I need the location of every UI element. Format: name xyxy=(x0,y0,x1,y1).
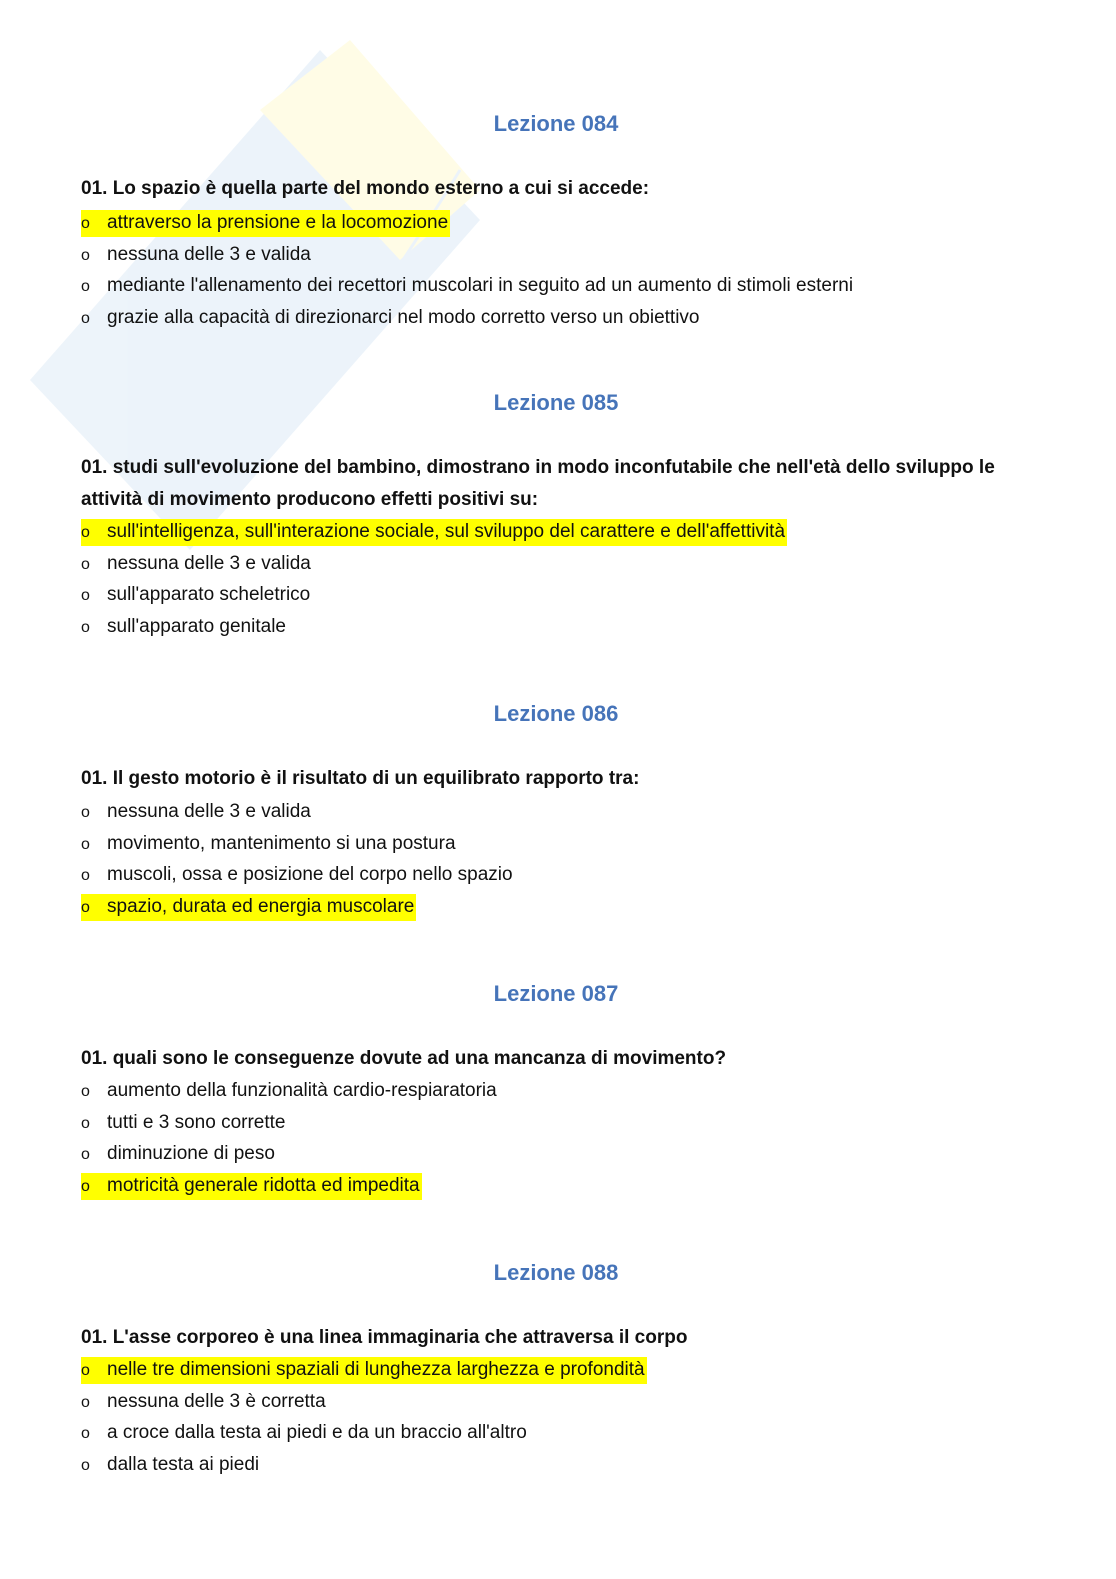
question-text: 01. quali sono le conseguenze dovute ad una mancanza di movimento? xyxy=(81,1048,727,1069)
answer-text: spazio, durata ed energia muscolare xyxy=(107,895,415,917)
answer-text: diminuzione di peso xyxy=(107,1143,275,1164)
answer-option xyxy=(81,207,1041,239)
radio-bullet-icon: o xyxy=(81,1083,90,1100)
answer-options xyxy=(81,1354,1041,1480)
radio-bullet-icon: o xyxy=(81,1456,90,1474)
lesson-title: Lezione 085 xyxy=(493,390,619,415)
question-text: 01. L'asse corporeo è una linea immaginaria che attraversa il corpo xyxy=(81,1327,688,1348)
answer-text: sull'apparato scheletrico xyxy=(107,584,311,605)
lesson-title: Lezione 084 xyxy=(493,111,619,136)
answer-text: sull'apparato genitale xyxy=(107,615,286,637)
answer-text: mediante l'allenamento dei recettori muscolari in seguito ad un aumento di stimoli esterni xyxy=(107,275,854,296)
answer-option xyxy=(81,1449,1041,1481)
answer-option xyxy=(81,270,1041,302)
radio-bullet-icon: o xyxy=(81,618,90,636)
answer-option xyxy=(81,516,1041,548)
answer-text: tutti e 3 sono corrette xyxy=(107,1111,286,1133)
answer-option xyxy=(81,828,1041,860)
radio-bullet-icon: o xyxy=(81,587,90,604)
lesson-title: Lezione 087 xyxy=(493,981,619,1006)
answer-text: movimento, mantenimento si una postura xyxy=(107,832,456,854)
answer-text: dalla testa ai piedi xyxy=(107,1453,260,1475)
radio-bullet-icon: o xyxy=(81,804,90,821)
answer-option xyxy=(81,302,1041,334)
answer-option xyxy=(81,611,1041,643)
radio-bullet-icon: o xyxy=(81,555,90,573)
answer-text: nessuna delle 3 è corretta xyxy=(107,1390,326,1412)
answer-option xyxy=(81,859,1041,891)
question-text: 01. Il gesto motorio è il risultato di un equilibrato rapporto tra: xyxy=(81,768,640,789)
answer-text: muscoli, ossa e posizione del corpo nello spazio xyxy=(107,864,513,885)
radio-bullet-icon: o xyxy=(81,215,90,232)
answer-text: motricità generale ridotta ed impedita xyxy=(107,1174,420,1196)
radio-bullet-icon: o xyxy=(81,524,90,541)
answer-options xyxy=(81,516,1041,642)
answer-option xyxy=(81,891,1041,923)
radio-bullet-icon: o xyxy=(81,246,90,264)
answer-option xyxy=(81,1075,1041,1107)
answer-options xyxy=(81,796,1041,922)
question-text: 01. studi sull'evoluzione del bambino, dimostrano in modo inconfutabile che nell'età dello sviluppo le attività di movimento producono effetti positivi su: xyxy=(81,457,995,510)
radio-bullet-icon: o xyxy=(81,1177,90,1195)
lesson-title: Lezione 086 xyxy=(493,701,619,726)
answer-option xyxy=(81,1354,1041,1386)
answer-option xyxy=(81,1138,1041,1170)
answer-option xyxy=(81,1107,1041,1139)
radio-bullet-icon: o xyxy=(81,1114,90,1132)
answer-option xyxy=(81,548,1041,580)
answer-text: grazie alla capacità di direzionarci nel modo corretto verso un obiettivo xyxy=(107,306,700,328)
radio-bullet-icon: o xyxy=(81,1393,90,1411)
answer-text: nessuna delle 3 e valida xyxy=(107,801,311,822)
question-text: 01. Lo spazio è quella parte del mondo esterno a cui si accede: xyxy=(81,178,650,199)
answer-text: nessuna delle 3 e valida xyxy=(107,552,311,574)
answer-option xyxy=(81,1417,1041,1449)
answer-text: aumento della funzionalità cardio-respiaratoria xyxy=(107,1080,497,1101)
answer-option xyxy=(81,796,1041,828)
lesson-title: Lezione 088 xyxy=(493,1260,619,1285)
answer-text: attraverso la prensione e la locomozione xyxy=(107,212,449,233)
answer-option xyxy=(81,1170,1041,1202)
radio-bullet-icon: o xyxy=(81,309,90,327)
radio-bullet-icon: o xyxy=(81,1146,90,1163)
radio-bullet-icon: o xyxy=(81,835,90,853)
answer-option xyxy=(81,1386,1041,1418)
radio-bullet-icon: o xyxy=(81,1425,90,1442)
answer-text: nelle tre dimensioni spaziali di lunghezza larghezza e profondità xyxy=(107,1359,645,1380)
radio-bullet-icon: o xyxy=(81,867,90,884)
answer-text: nessuna delle 3 e valida xyxy=(107,243,311,265)
answer-text: sull'intelligenza, sull'interazione sociale, sul sviluppo del carattere e dell'affettività xyxy=(107,521,786,542)
answer-text: a croce dalla testa ai piedi e da un braccio all'altro xyxy=(107,1422,527,1443)
answer-options xyxy=(81,1075,1041,1201)
answer-option xyxy=(81,579,1041,611)
radio-bullet-icon: o xyxy=(81,1362,90,1379)
radio-bullet-icon: o xyxy=(81,278,90,295)
radio-bullet-icon: o xyxy=(81,898,90,916)
answer-option xyxy=(81,239,1041,271)
answer-options xyxy=(81,207,1041,333)
